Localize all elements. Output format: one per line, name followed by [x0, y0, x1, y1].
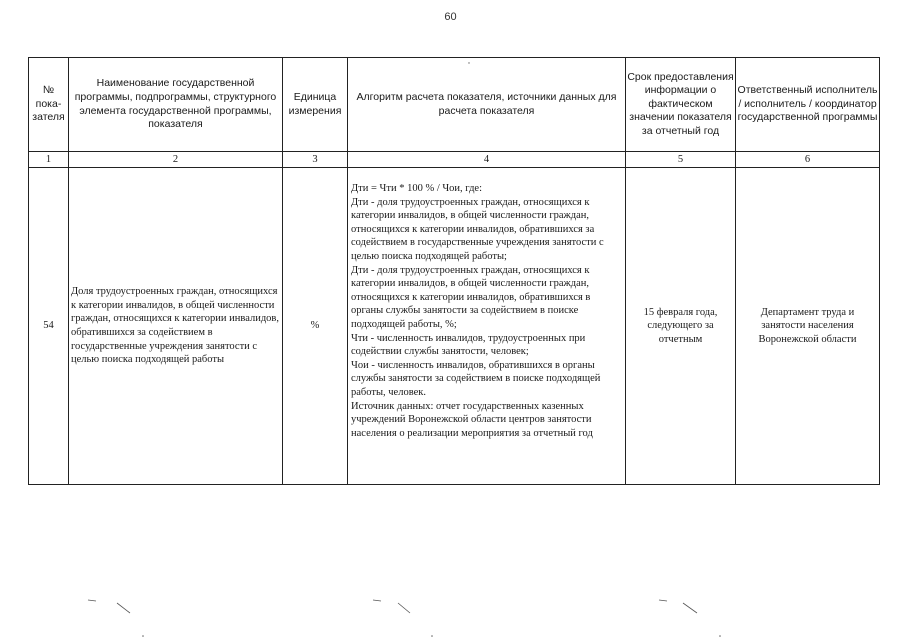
algorithm-definition: Дти - доля трудоустроенных граждан, относящихся к категории инвалидов, в общей численности граждан, относящихся к категории инвалидов, обратившихся в органы службы занятости за содействием в поиске подходящей работы, %;: [351, 264, 591, 330]
header-cell-number: № пока-зателя: [29, 58, 69, 152]
scan-mark: [659, 600, 667, 601]
column-number: 2: [69, 152, 283, 168]
indicator-unit: %: [283, 168, 348, 485]
column-number: 4: [348, 152, 626, 168]
scan-mark: [683, 603, 697, 613]
page-number: 60: [444, 11, 457, 23]
indicator-name: Доля трудоустроенных граждан, относящихся к категории инвалидов, в общей численности граждан, относящихся к категории инвалидов, обратившихся за содействием в государственные учреждения занятости с целью поиска подходящей работы: [69, 168, 283, 485]
scan-speck: [142, 635, 144, 637]
scan-mark: [398, 603, 410, 613]
column-number: 6: [736, 152, 880, 168]
header-cell-name: Наименование государственной программы, подпрограммы, структурного элемента государственной программы, показателя: [69, 58, 283, 152]
algorithm-definition: Дти - доля трудоустроенных граждан, относящихся к категории инвалидов, в общей численности граждан, относящихся к категории инвалидов, обратившихся за содействием в государственные учреждения занятости с целью поиска подходящей работы;: [351, 196, 604, 262]
header-cell-deadline: Срок предоставления информации о фактическом значении показателя за отчетный год: [626, 58, 736, 152]
header-cell-algorithm: Алгоритм расчета показателя, источники данных для расчета показателя: [348, 58, 626, 152]
column-number: 5: [626, 152, 736, 168]
indicator-deadline: 15 февраля года, следующего за отчетным: [626, 168, 736, 485]
scan-mark: [88, 600, 96, 601]
algorithm-formula: Дти = Чти * 100 % / Чои, где:: [351, 183, 483, 194]
header-cell-responsible: Ответственный исполнитель / исполнитель / координатор государственной программы: [736, 58, 880, 152]
scan-speck: [719, 635, 721, 637]
scan-mark: [117, 603, 130, 613]
scan-speck: [468, 62, 469, 63]
scan-mark: [373, 600, 381, 601]
column-number: 1: [29, 152, 69, 168]
algorithm-definition: Чои - численность инвалидов, обратившихся в органы службы занятости за содействием в поиске подходящей работы, человек.: [351, 359, 601, 398]
column-number: 3: [283, 152, 348, 168]
algorithm-definition: Чти - численность инвалидов, трудоустроенных при содействии службы занятости, человек;: [351, 332, 586, 358]
algorithm-source: Источник данных: отчет государственных казенных учреждений Воронежской области центров занятости населения о реализации мероприятия за отчетный год: [351, 400, 593, 439]
header-cell-unit: Единица измерения: [283, 58, 348, 152]
indicator-number: 54: [29, 168, 69, 485]
indicator-responsible: Департамент труда и занятости населения Воронежской области: [736, 168, 880, 485]
scan-speck: [431, 635, 433, 637]
